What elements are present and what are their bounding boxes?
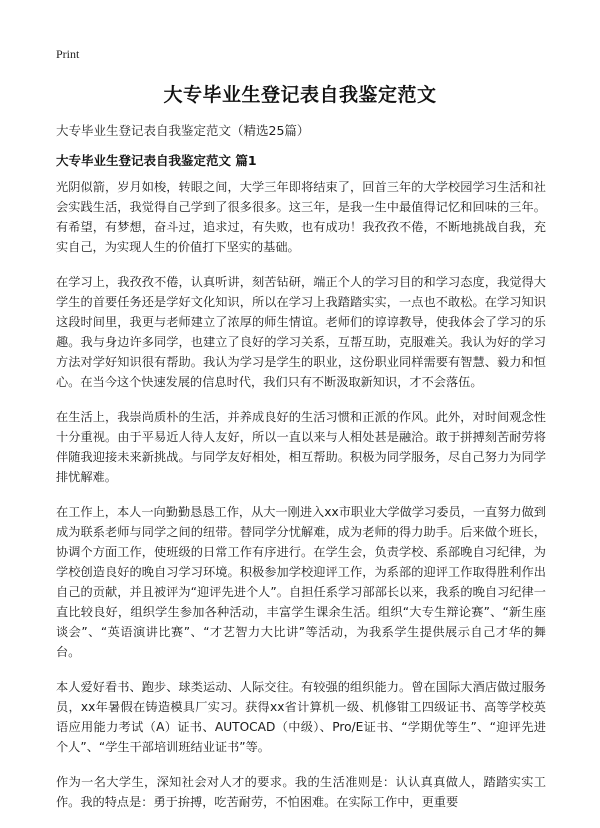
paragraph-work: 在工作上，本人一向勤勤恳恳工作，从大一刚进入xx市职业大学做学习委员，一直努力做到成为联系老师与同学之间的纽带。替同学分忧解难，成为老师的得力助手。后来做个班长，协调个方面工作，使班级的日常工作有序进行。在学生会，负责学校、系部晚自习纪律，为学校创造良好的晚自习学习环境。积极参加学校迎评工作，为系部的迎评工作取得胜利作出自己的贡献，并且被评为“迎评先进个人”。自担任系学习部部长以来，我系的晚自习纪律一直比较良好，组织学生参加各种活动，丰富学生课余生活。组织“大专生辩论赛”、“新生座谈会”、“英语演讲比赛”、“才艺智力大比讲”等活动，为我系学生提供展示自己才华的舞台。 [56,505,546,659]
paragraph-study: 在学习上，我孜孜不倦，认真听讲，刻苦钻研，端正个人的学习目的和学习态度，我觉得大学生的首要任务还是学好文化知识，所以在学习上我踏踏实实，一点也不敢松。在学习知识这段时间里，我更与老师建立了浓厚的师生情谊。老师们的谆谆教导，使我体会了学习的乐趣。我与身边许多同学，也建立了良好的学习关系，互帮互助，克服难关。我认为好的学习方法对学好知识很有帮助。我认为学习是学生的职业，这份职业同样需要有智慧、毅力和恒心。在当今这个快速发展的信息时代，我们只有不断汲取新知识，才不会落伍。 [56,275,546,389]
paragraph-life: 在生活上，我崇尚质朴的生活，并养成良好的生活习惯和正派的作风。此外，对时间观念性十分重视。由于平易近人待人友好，所以一直以来与人相处甚是融洽。敢于拼搏刻苦耐劳将伴随我迎接未来新挑战。与同学友好相处，相互帮助。积极为同学服务，尽自己努力为同学排忧解难。 [56,410,546,484]
document-body [56,177,546,827]
paragraph-hobbies: 本人爱好看书、跑步、球类运动、人际交往。有较强的组织能力。曾在国际大酒店做过服务员，xx年暑假在铸造模具厂实习。获得xx省计算机一级、机修钳工四级证书、高等学校英语应用能力考试（A）证书、AUTOCAD（中级）、Pro/E证书、“学期优等生”、“迎评先进个人”、“学生干部培训班结业证书”等。 [56,680,546,754]
section-heading: 大专毕业生登记表自我鉴定范文 篇1 [56,153,257,168]
document-title: 大专毕业生登记表自我鉴定范文 [163,84,437,106]
paragraph-principles: 作为一名大学生，深知社会对人才的要求。我的生活准则是：认认真真做人，踏踏实实工作。我的特点是：勇于拚搏，吃苦耐劳，不怕困难。在实际工作中，更重要 [56,775,546,809]
print-label: Print [56,47,80,61]
document-subtitle: 大专毕业生登记表自我鉴定范文（精选25篇） [56,123,310,138]
paragraph-intro: 光阴似箭，岁月如梭，转眼之间，大学三年即将结束了，回首三年的大学校园学习生活和社会实践生活，我觉得自己学到了很多很多。这三年，是我一生中最值得记忆和回味的三年。有希望，有梦想，奋斗过，追求过，有失败，也有成功！我孜孜不倦，不断地挑战自我，充实自己，为实现人生的价值打下坚实的基础。 [56,180,546,254]
